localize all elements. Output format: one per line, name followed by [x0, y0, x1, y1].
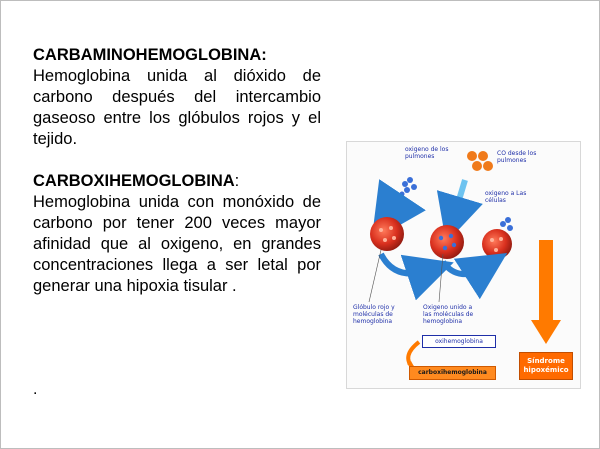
oxihemoglobina-box: oxihemoglobina — [422, 335, 496, 348]
pointer-line-oxygen — [439, 254, 443, 302]
transfer-arrow-2 — [443, 262, 487, 274]
label-oxigeno-unido: Oxigeno unido a las moléculas de hemoglobina — [423, 304, 474, 325]
label-co-pulmones: CO desde los pulmones — [497, 150, 537, 164]
oxygen-molecules-left — [400, 177, 418, 197]
sindrome-hipoxemico-box: Síndrome hipoxémico — [519, 352, 573, 380]
trailing-dot: . — [33, 381, 38, 398]
red-blood-cell-1 — [370, 217, 404, 251]
oxygen-molecules-right — [500, 217, 513, 231]
heading-carboxihemoglobina: CARBOXIHEMOGLOBINA — [33, 172, 235, 190]
heading-carbaminohemoglobina: CARBAMINOHEMOGLOBINA: — [33, 46, 267, 64]
carboxihemoglobina-box: carboxihemoglobina — [409, 366, 496, 380]
co-entry-arrow — [453, 180, 465, 220]
red-blood-cell-3 — [482, 229, 512, 259]
body-carbaminohemoglobina: Hemoglobina unida al dióxido de carbono después del intercambio gaseoso entre los glóbulos rojos y el tejido. — [33, 67, 321, 148]
hemoglobin-figure — [346, 141, 581, 389]
label-oxigeno-celulas: oxigeno a Las células — [485, 190, 527, 204]
pointer-line-cell — [369, 250, 381, 302]
label-oxigeno-pulmones: oxigeno de los pulmones — [405, 146, 449, 160]
slide-text — [33, 45, 321, 297]
red-blood-cell-2 — [430, 225, 464, 259]
oxygen-entry-arrow — [387, 200, 399, 218]
transfer-arrow-1 — [381, 254, 431, 274]
paragraph-gap — [33, 150, 321, 171]
co-molecules — [467, 151, 493, 171]
heading-colon: : — [234, 172, 240, 190]
body-carboxihemoglobina: Hemoglobina unida con monóxido de carbono por tener 200 veces mayor afinidad que al oxigeno, en grandes concentraciones llega a ser letal por generar una hipoxia tisular . — [33, 193, 321, 295]
label-globulo-rojo: Glóbulo rojo y moléculas de hemoglobina — [353, 304, 395, 325]
orange-down-arrow — [531, 240, 561, 344]
